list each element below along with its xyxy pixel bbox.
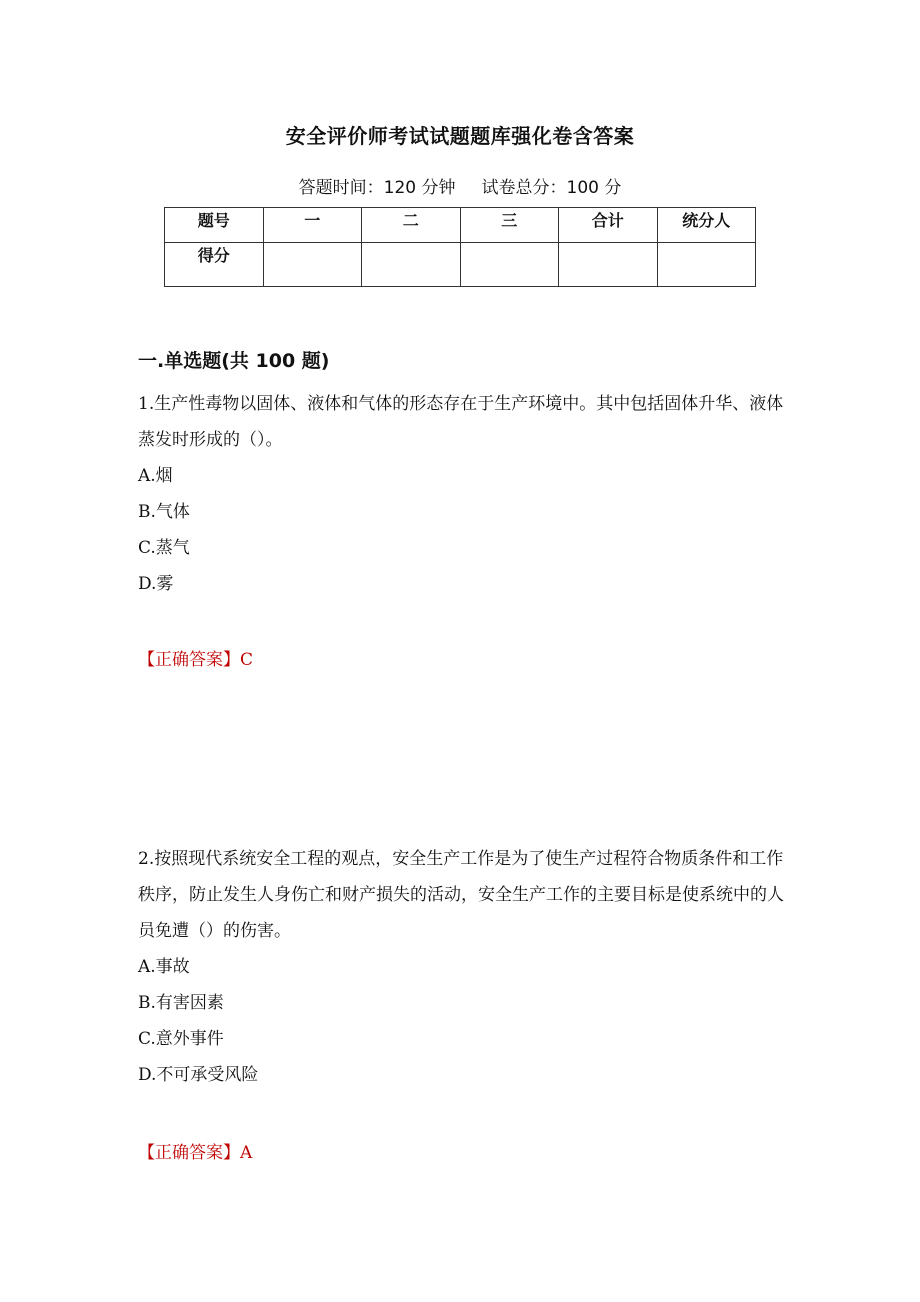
score-cell [559, 243, 658, 287]
answer-value: A [240, 1143, 253, 1163]
answer-2 [138, 1138, 252, 1163]
score-table-row-label: 得分 [165, 243, 264, 287]
score-cell [263, 243, 362, 287]
question-1 [138, 386, 788, 602]
option-a: A.烟 [138, 466, 173, 486]
question-stem: 2.按照现代系统安全工程的观点，安全生产工作是为了使生产过程符合物质条件和工作秩序，防止发生人身伤亡和财产损失的活动，安全生产工作的主要目标是使系统中的人员免遭（）的伤害。 [138, 849, 784, 941]
answer-value: C [240, 650, 254, 670]
option-b: B.有害因素 [138, 993, 224, 1013]
answer-1 [138, 645, 253, 670]
option-b: B.气体 [138, 502, 190, 522]
score-table-header-cell: 题号 [165, 208, 264, 243]
score-table-header-row [165, 208, 756, 243]
exam-time: 答题时间：120 分钟 [298, 178, 456, 198]
option-c: C.意外事件 [138, 1029, 224, 1049]
document-title: 安全评价师考试试题题库强化卷含答案 [285, 124, 635, 148]
score-table-header-cell: 三 [460, 208, 559, 243]
section-heading: 一.单选题(共 100 题) [138, 350, 330, 372]
score-cell [460, 243, 559, 287]
option-d: D.不可承受风险 [138, 1065, 259, 1085]
answer-label: 【正确答案】 [138, 1143, 240, 1163]
score-cell [362, 243, 461, 287]
option-a: A.事故 [138, 957, 190, 977]
option-d: D.雾 [138, 574, 174, 594]
exam-meta [0, 173, 920, 198]
score-table-header-cell: 一 [263, 208, 362, 243]
score-table-header-cell: 二 [362, 208, 461, 243]
question-stem: 1.生产性毒物以固体、液体和气体的形态存在于生产环境中。其中包括固体升华、液体蒸发时形成的（）。 [138, 394, 784, 450]
exam-total-score: 试卷总分：100 分 [481, 178, 622, 198]
score-table-header-cell: 统分人 [657, 208, 756, 243]
question-2 [138, 841, 788, 1093]
score-table-header-cell: 合计 [559, 208, 658, 243]
option-c: C.蒸气 [138, 538, 190, 558]
score-table-score-row [165, 243, 756, 287]
score-table [164, 207, 756, 287]
score-cell [657, 243, 756, 287]
answer-label: 【正确答案】 [138, 650, 240, 670]
